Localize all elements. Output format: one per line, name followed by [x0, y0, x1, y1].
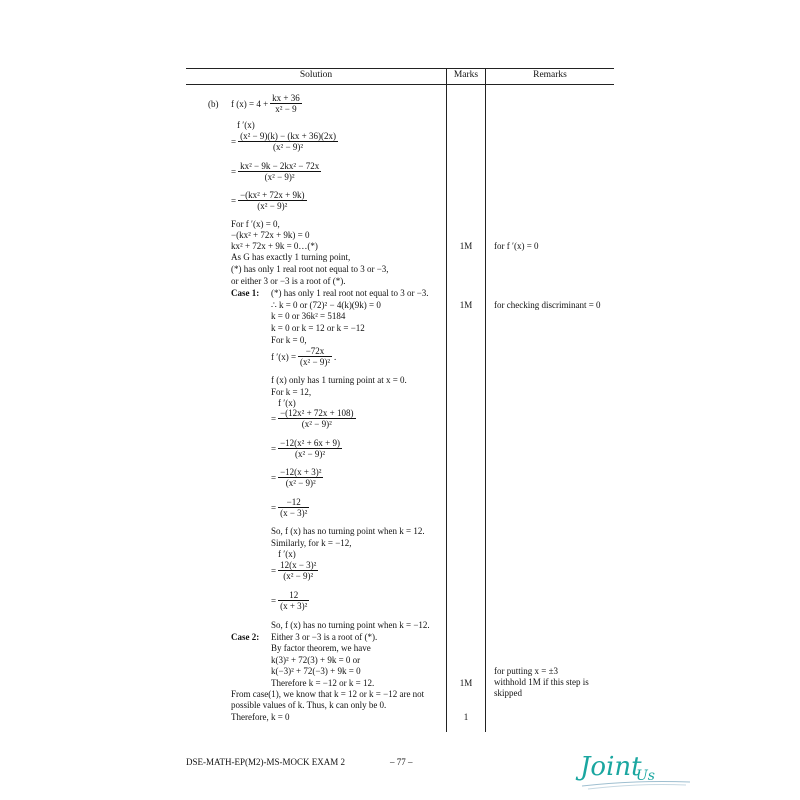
fraction: $\frac{kx + 36}{\text{x² − 9}}$ [272, 93, 300, 114]
solution-line: (*) has only 1 real root not equal to 3 or −3. [271, 288, 429, 298]
solution-line: (*) has only 1 real root not equal to 3 or −3, [231, 264, 389, 274]
solution-line: k(−3)² + 72(−3) + 9k = 0 [271, 666, 361, 676]
logo-sub: Us [636, 768, 655, 784]
fraction: $\frac{\text{−12(x² + 6x + 9)}}{\text{(x² − 9)²}}$ [280, 438, 340, 459]
header-remarks: Remarks [533, 70, 567, 80]
solution-line: For k = 12, [271, 387, 312, 397]
solution-line: Either 3 or −3 is a root of (*). [271, 632, 378, 642]
fraction: $\frac{\text{−(kx² + 72x + 9k)}}{\text{(x² − 9)²}}$ [240, 190, 305, 211]
mark-value: 1 [463, 712, 469, 722]
equation-line: = $\frac{\text{−(12x² + 72x + 108)}}{\text{(x² − 9)²}}$ [271, 408, 354, 429]
solution-line: or either 3 or −3 is a root of (*). [231, 276, 346, 286]
case-1-label: Case 1: [231, 288, 260, 298]
header-solution: Solution [299, 70, 333, 80]
solution-line: Similarly, for k = −12, [271, 538, 352, 548]
column-divider [446, 68, 447, 732]
remark-text: withhold 1M if this step is [494, 677, 589, 687]
fraction: $\frac{12}{\text{(x + 3)²}}$ [280, 590, 308, 611]
solution-line: k = 0 or k = 12 or k = −12 [271, 323, 365, 333]
header-marks: Marks [453, 70, 479, 80]
solution-line: Therefore k = −12 or k = 12. [271, 678, 375, 688]
solution-line: So, f (x) has no turning point when k = 12. [271, 526, 425, 536]
fraction: $\frac{\text{−(12x² + 72x + 108)}}{\text{(x² − 9)²}}$ [280, 408, 354, 429]
solution-line: k(3)² + 72(3) + 9k = 0 or [271, 655, 361, 665]
joint-us-logo [574, 752, 694, 792]
equation-line: = $\frac{12}{\text{(x + 3)²}}$ [271, 590, 308, 611]
equation-line: = $\frac{\text{(x² − 9)(k) − (kx + 36)(2x)}}{\text{(x² − 9)²}}$ [231, 131, 336, 152]
fraction: $\frac{-12}{\text{(x − 3)²}}$ [280, 497, 308, 518]
equation-line: = $\frac{\text{−(kx² + 72x + 9k)}}{\text{(x² − 9)²}}$ [231, 190, 305, 211]
case-2-label: Case 2: [231, 632, 260, 642]
fraction: $\frac{\text{(x² − 9)(k) − (kx + 36)(2x)}}{\text{(x² − 9)²}}$ [240, 131, 336, 152]
equation-line: = $\frac{\text{12(x − 3)²}}{\text{(x² − 9)²}}$ [271, 560, 317, 581]
solution-line: f ′(x) [237, 120, 255, 130]
part-label: (b) [208, 99, 219, 109]
solution-line: ∴ k = 0 or (72)² − 4(k)(9k) = 0 [271, 300, 381, 310]
exam-code: DSE-MATH-EP(M2)-MS-MOCK EXAM 2 [186, 757, 346, 767]
solution-line: k = 0 or 36k² = 5184 [271, 311, 346, 321]
remark-text: for f ′(x) = 0 [494, 241, 539, 251]
solution-line: f (x) only has 1 turning point at x = 0. [271, 375, 407, 385]
equation-line: = $\frac{\text{−12(x² + 6x + 9)}}{\text{(x² − 9)²}}$ [271, 438, 340, 459]
solution-line: Therefore, k = 0 [231, 712, 290, 722]
mark-value: 1M [459, 300, 473, 310]
logo-swoosh [574, 752, 694, 792]
solution-line: As G has exactly 1 turning point, [231, 252, 351, 262]
fraction: $\frac{\text{kx² − 9k − 2kx² − 72x}}{\text{(x² − 9)²}}$ [240, 161, 320, 182]
solution-line: By factor theorem, we have [271, 643, 371, 653]
logo-main: Joint [580, 752, 642, 782]
equation-line: f (x) = 4 + $\frac{kx + 36}{\text{x² − 9}}$ [231, 93, 300, 114]
column-divider [485, 68, 486, 732]
equation-line: f ′(x) = $\frac{-72x}{\text{(x² − 9)²}}$ . [271, 346, 337, 367]
solution-line: For k = 0, [271, 335, 307, 345]
solution-line: −(kx² + 72x + 9k) = 0 [231, 230, 310, 240]
fraction: $\frac{\text{12(x − 3)²}}{\text{(x² − 9)²}}$ [280, 560, 317, 581]
solution-line: f ′(x) [278, 398, 296, 408]
equation-line: = $\frac{\text{kx² − 9k − 2kx² − 72x}}{\text{(x² − 9)²}}$ [231, 161, 320, 182]
equation-line: = $\frac{-12}{\text{(x − 3)²}}$ [271, 497, 308, 518]
solution-line: possible values of k. Thus, k can only be 0. [231, 700, 387, 710]
fraction: $\frac{-72x}{\text{(x² − 9)²}}$ [300, 346, 331, 367]
mark-value: 1M [459, 241, 473, 251]
mark-value: 1M [459, 678, 473, 688]
remark-text: skipped [494, 688, 522, 698]
table-top-rule [186, 68, 614, 69]
solution-line: f ′(x) [278, 549, 296, 559]
remark-text: for checking discriminant = 0 [494, 300, 601, 310]
solution-line: From case(1), we know that k = 12 or k = −12 are not [231, 689, 425, 699]
equation-line: = $\frac{\text{−12(x + 3)²}}{\text{(x² − 9)²}}$ [271, 467, 322, 488]
solution-line: So, f (x) has no turning point when k = −12. [271, 620, 430, 630]
table-header-rule [186, 84, 614, 85]
fraction: $\frac{\text{−12(x + 3)²}}{\text{(x² − 9)²}}$ [280, 467, 322, 488]
remark-text: for putting x = ±3 [494, 666, 559, 676]
solution-line: For f ′(x) = 0, [231, 219, 280, 229]
solution-line: kx² + 72x + 9k = 0…(*) [231, 241, 318, 251]
page-number: – 77 – [390, 757, 413, 767]
